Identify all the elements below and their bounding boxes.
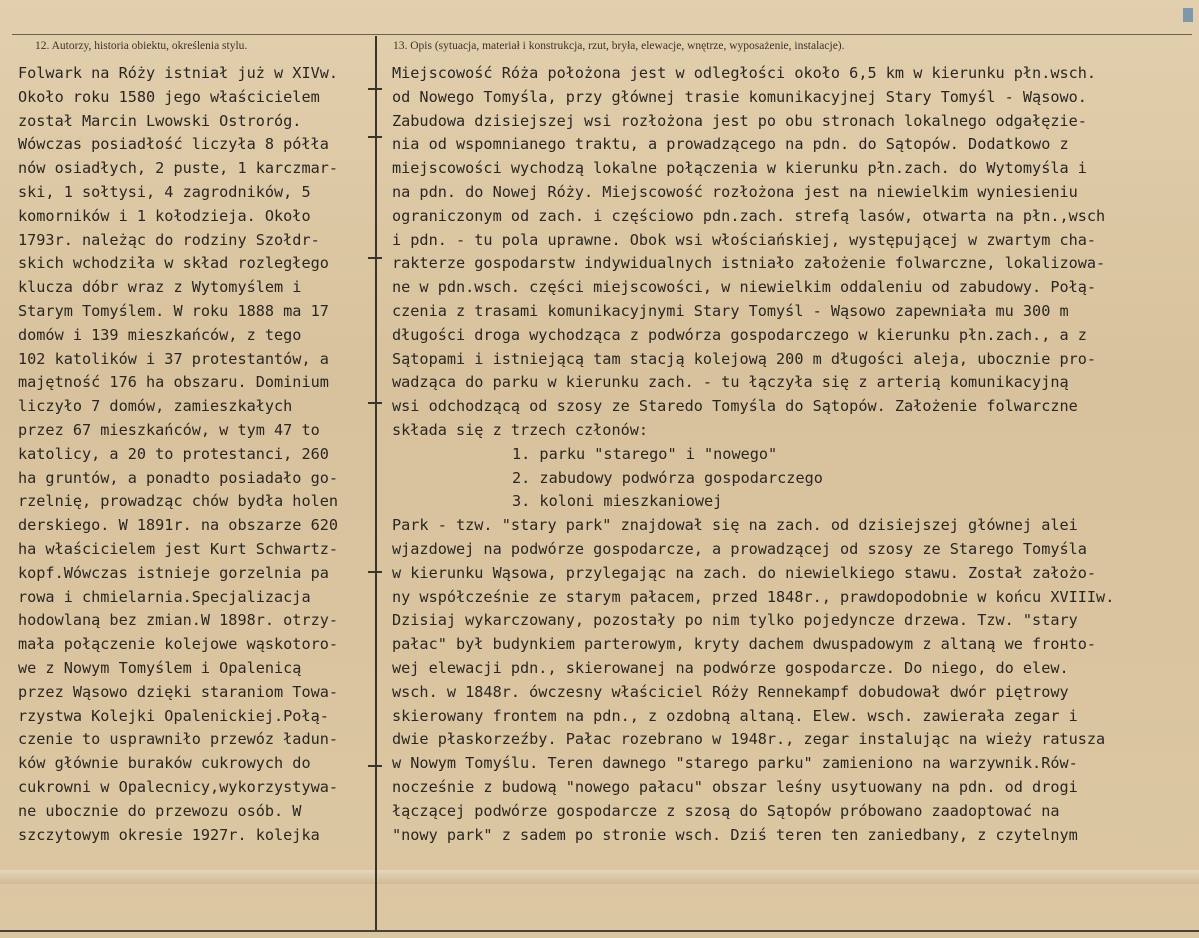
text-line: 1. parku "starego" i "nowego" bbox=[512, 444, 778, 463]
text-line: domów i 139 mieszkańców, z tego bbox=[18, 325, 302, 344]
text-line: ne w pdn.wsch. części miejscowości, w niewielkim oddaleniu od zabudowy. Połą- bbox=[392, 278, 1097, 297]
text-line: ha gruntów, a ponadto posiadało go- bbox=[18, 468, 339, 487]
bottom-rule bbox=[0, 930, 1199, 932]
text-line: kopf.Wówczas istnieje gorzelnia pa bbox=[18, 563, 329, 582]
text-line: rzelnię, prowadząc chów bydła holen bbox=[18, 492, 339, 511]
text-line: miejscowości wychodzą lokalne połączenia w kierunku płn.zach. do Wytomyśla i bbox=[392, 159, 1087, 178]
text-line: Miejscowość Róża położona jest w odległości około 6,5 km w kierunku płn.wsch. bbox=[392, 64, 1097, 82]
text-line: skich wchodziła w skład rozległego bbox=[18, 254, 329, 273]
text-line: od Nowego Tomyśla, przy głównej trasie komunikacyjnej Stary Tomyśl - Wąsowo. bbox=[392, 87, 1087, 106]
text-line: we z Nowym Tomyślem i Opalenicą bbox=[18, 658, 302, 677]
text-line: katolicy, a 20 to protestanci, 260 bbox=[18, 444, 329, 463]
text-line: i pdn. - tu pola uprawne. Obok wsi włościańskiej, występującej w zwartym cha- bbox=[392, 230, 1097, 249]
corner-mark bbox=[1183, 8, 1193, 22]
text-line: wsch. w 1848r. ówczesny właściciel Róży Rennekampf dobudował dwór piętrowy bbox=[392, 682, 1069, 701]
section-header-description: 13. Opis (sytuacja, materiał i konstrukcja, rzut, bryła, elewacje, wnętrze, wyposażenie, instalacje). bbox=[393, 40, 845, 52]
text-line: 2. zabudowy podwórza gospodarczego bbox=[512, 468, 823, 487]
text-line: Około roku 1580 jego właścicielem bbox=[18, 87, 320, 106]
text-line: 3. koloni mieszkaniowej bbox=[512, 492, 723, 511]
text-line: szczytowym okresie 1927r. kolejka bbox=[18, 825, 320, 844]
text-line: Sątopami i istniejącą tam stacją kolejową 200 m długości aleja, ubocznie pro- bbox=[392, 349, 1097, 368]
text-line: cukrowni w Opalecnicy,wykorzystywa- bbox=[18, 777, 339, 796]
text-line: rzystwa Kolejki Opalenickiej.Połą- bbox=[18, 706, 329, 725]
right-column-text bbox=[392, 62, 1192, 847]
text-line: na pdn. do Nowej Róży. Miejscowość rozłożona jest na niewielkim wyniesieniu bbox=[392, 182, 1078, 201]
text-line: Dzisiaj wykarczowany, pozostały po nim tylko pojedyncze drzewa. Tzw. "stary bbox=[392, 611, 1078, 630]
text-line: ne ubocznie do przewozu osób. W bbox=[18, 801, 302, 820]
text-line: "nowy park" z sadem po stronie wsch. Dziś teren ten zaniedbany, z czytelnym bbox=[392, 825, 1078, 844]
text-line: wjazdowej na podwórze gospodarcze, a prowadzącej od szosy ze Starego Tomyśla bbox=[392, 539, 1087, 558]
text-line: czenie to usprawniło przewóz ładun- bbox=[18, 730, 339, 749]
text-line: klucza dóbr wraz z Wytomyślem i bbox=[18, 278, 302, 297]
text-line: hodowlaną bez zmian.W 1898r. otrzy- bbox=[18, 611, 339, 630]
text-line: 102 katolików i 37 protestantów, a bbox=[18, 349, 329, 368]
text-line: rakterze gospodarstw indywidualnych istniało założenie folwarczne, lokalizowa- bbox=[392, 254, 1106, 273]
text-line: skierowany frontem na pdn., z ozdobną altaną. Elew. wsch. zawierała zegar i bbox=[392, 706, 1078, 725]
text-line: Park - tzw. "stary park" znajdował się na zach. od dzisiejszej głównej alei bbox=[392, 516, 1078, 535]
top-rule bbox=[12, 34, 1192, 35]
text-line: Zabudowa dzisiejszej wsi rozłożona jest po obu stronach lokalnego odgałęzie- bbox=[392, 111, 1087, 130]
text-line: ków głównie buraków cukrowych do bbox=[18, 754, 311, 773]
text-line: ny współcześnie ze starym pałacem, przed 1848r., prawdopodobnie w końcu XVIIIw. bbox=[392, 587, 1115, 606]
text-line: przez 67 mieszkańców, w tym 47 to bbox=[18, 420, 320, 439]
text-line: derskiego. W 1891r. na obszarze 620 bbox=[18, 516, 339, 535]
text-line: w kierunku Wąsowa, przylegając na zach. do niewielkiego stawu. Został założo- bbox=[392, 563, 1097, 582]
text-line: wsi odchodzącą od szosy ze Staredo Tomyśla do Sątopów. Założenie folwarczne bbox=[392, 397, 1078, 416]
text-line: nocześnie z budową "nowego pałacu" obszar leśny usytuowany na pdn. od drogi bbox=[392, 777, 1078, 796]
text-line: składa się z trzech członów: bbox=[392, 420, 649, 439]
text-line: w Nowym Tomyślu. Teren dawnego "starego parku" zamieniono na warzywnik.Rów- bbox=[392, 754, 1078, 773]
text-line: liczyło 7 domów, zamieszkałych bbox=[18, 397, 293, 416]
text-line: komorników i 1 kołodzieja. Około bbox=[18, 206, 311, 225]
text-line: wej elewacji pdn., skierowanej na podwórze gospodarcze. Do niego, do elew. bbox=[392, 658, 1069, 677]
text-line: czenia z trasami komunikacyjnymi Stary Tomyśl - Wąsowo zapewniała mu 300 m bbox=[392, 301, 1069, 320]
text-line: majętność 176 ha obszaru. Dominium bbox=[18, 373, 329, 392]
text-line: łączącej podwórze gospodarcze z szosą do Sątopów próbowano zaadoptować na bbox=[392, 801, 1060, 820]
text-line: nów osiadłych, 2 puste, 1 karczmar- bbox=[18, 159, 339, 178]
section-header-authors: 12. Autorzy, historia obiektu, określenia stylu. bbox=[35, 40, 248, 52]
text-line: wadząca do parku w kierunku zach. - tu łączyła się z arterią komunikacyjną bbox=[392, 373, 1069, 392]
text-line: ha właścicielem jest Kurt Schwartz- bbox=[18, 539, 339, 558]
text-line: Folwark na Róży istniał już w XIVw. bbox=[18, 64, 339, 82]
text-line: 1793r. należąc do rodziny Szołdr- bbox=[18, 230, 320, 249]
text-line: został Marcin Lwowski Ostroróg. bbox=[18, 111, 302, 130]
text-line: przez Wąsowo dzięki staraniom Towa- bbox=[18, 682, 339, 701]
text-line: nia od wspomnianego traktu, a prowadzącego na pdn. do Sątopów. Dodatkowo z bbox=[392, 135, 1069, 154]
left-column-text bbox=[18, 62, 373, 847]
text-line: Wówczas posiadłość liczyła 8 półła bbox=[18, 135, 329, 154]
text-line: ograniczonym od zach. i częściowo pdn.zach. strefą lasów, otwarta na płn.,wsch bbox=[392, 206, 1106, 225]
text-line: rowa i chmielarnia.Specjalizacja bbox=[18, 587, 311, 606]
text-line: pałac" był budynkiem parterowym, kryty dachem dwuspadowym z altaną we frонto- bbox=[392, 635, 1097, 654]
text-line: mała połączenie kolejowe wąskotoro- bbox=[18, 635, 339, 654]
text-line: dwie płaskorzeźby. Pałac rozebrano w 1948r., zegar instalując na wieży ratusza bbox=[392, 730, 1106, 749]
column-divider bbox=[375, 36, 377, 930]
text-line: ski, 1 sołtysi, 4 zagrodników, 5 bbox=[18, 182, 311, 201]
text-line: długości droga wychodząca z podwórza gospodarczego w kierunku płn.zach., a z bbox=[392, 325, 1087, 344]
paper-fold bbox=[0, 870, 1199, 884]
text-line: Starym Tomyślem. W roku 1888 ma 17 bbox=[18, 301, 329, 320]
